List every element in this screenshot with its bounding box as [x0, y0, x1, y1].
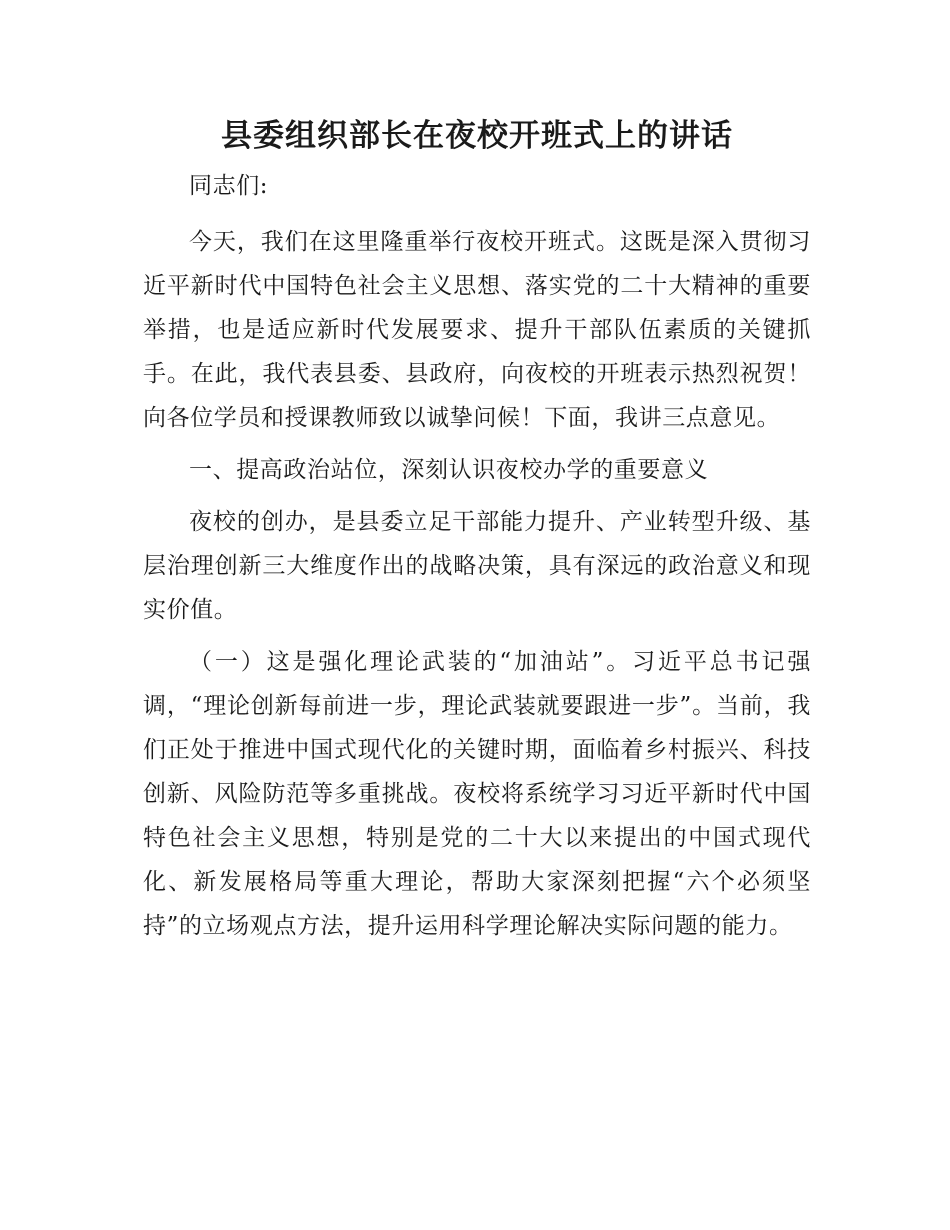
paragraph-subsection-1: （一）这是强化理论武装的“加油站”。习近平总书记强调，“理论创新每前进一步，理论武装就要跟进一步”。当前，我们正处于推进中国式现代化的关键时期，面临着乡村振兴、科技创新、风险防范等多重挑战。夜校将系统学习习近平新时代中国特色社会主义思想，特别是党的二十大以来提出的中国式现代化、新发展格局等重大理论，帮助大家深刻把握“六个必须坚持”的立场观点方法，提升运用科学理论解决实际问题的能力。: [143, 649, 811, 939]
paragraph-section-1: 夜校的创办，是县委立足干部能力提升、产业转型升级、基层治理创新三大维度作出的战略决策，具有深远的政治意义和现实价值。: [143, 509, 811, 623]
section-heading-1: 一、提高政治站位，深刻认识夜校办学的重要意义: [189, 457, 709, 483]
document-page: [143, 110, 811, 956]
salutation: 同志们:: [189, 173, 269, 199]
paragraph-intro: 今天，我们在这里隆重举行夜校开班式。这既是深入贯彻习近平新时代中国特色社会主义思想、落实党的二十大精神的重要举措，也是适应新时代发展要求、提升干部队伍素质的关键抓手。在此，我代表县委、县政府，向夜校的开班表示热烈祝贺！向各位学员和授课教师致以诚挚问候！下面，我讲三点意见。: [143, 229, 811, 431]
document-title: 县委组织部长在夜校开班式上的讲话: [221, 118, 733, 154]
